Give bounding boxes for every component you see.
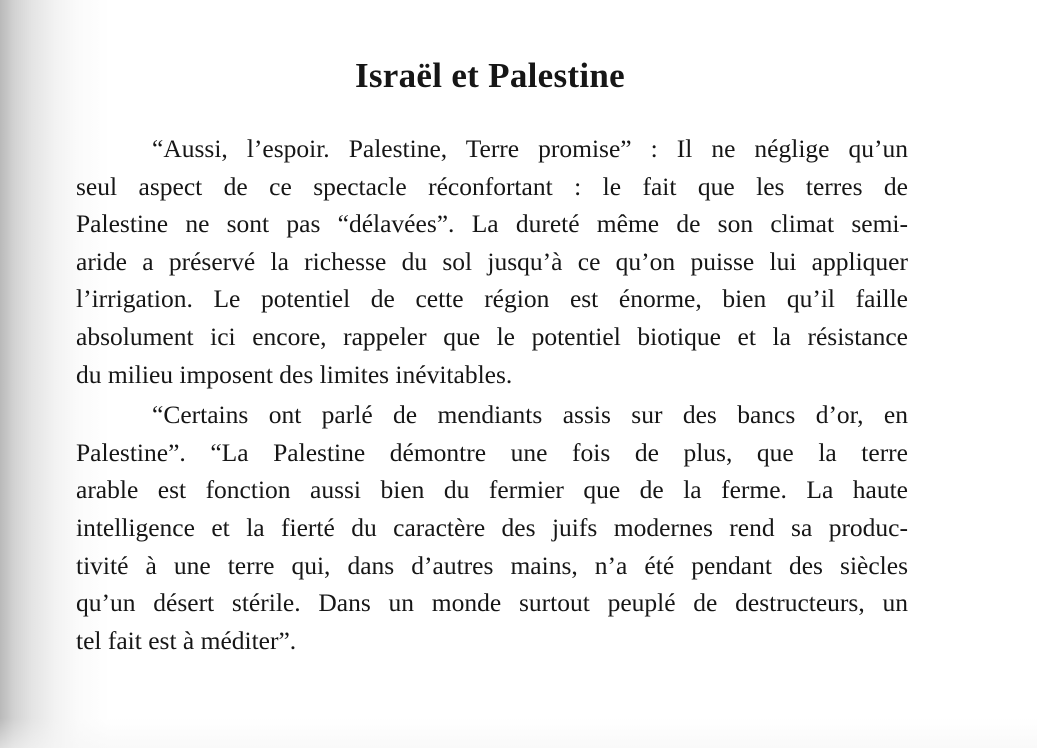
paragraph-2: [76, 396, 908, 659]
paragraph-line: intelligence et la fierté du caractère des juifs modernes rend sa produc-: [76, 512, 908, 542]
paragraph-line: seul aspect de ce spectacle réconfortant : le fait que les terres de: [76, 171, 908, 201]
paragraph-line: arable est fonction aussi bien du fermier que de la ferme. La haute: [76, 475, 908, 505]
paragraph-line: qu’un désert stérile. Dans un monde surtout peuplé de destructeurs, un: [76, 588, 908, 618]
paragraph-line: Palestine”. “La Palestine démontre une fois de plus, que la terre: [76, 437, 908, 467]
paragraph-line: Palestine ne sont pas “délavées”. La dureté même de son climat semi-: [76, 209, 908, 239]
paragraph-line: tivité à une terre qui, dans d’autres mains, n’a été pendant des siècles: [76, 550, 908, 580]
paragraph-line: aride a préservé la richesse du sol jusqu’à ce qu’on puisse lui appliquer: [76, 246, 908, 276]
paragraph-line: absolument ici encore, rappeler que le potentiel biotique et la résistance: [76, 321, 908, 351]
paragraph-line: tel fait est à méditer”.: [76, 625, 297, 655]
paragraph-1: [76, 130, 908, 393]
page-bottom-shade: [0, 718, 1037, 748]
paragraph-line: “Aussi, l’espoir. Palestine, Terre promise” : Il ne néglige qu’un: [152, 134, 908, 163]
paragraph-line: l’irrigation. Le potentiel de cette région est énorme, bien qu’il faille: [76, 284, 908, 314]
paragraph-line: du milieu imposent des limites inévitables.: [76, 359, 513, 389]
body-text: [76, 130, 908, 659]
paragraph-line: “Certains ont parlé de mendiants assis sur des bancs d’or, en: [152, 400, 908, 430]
page-title: Israël et Palestine: [354, 56, 626, 95]
